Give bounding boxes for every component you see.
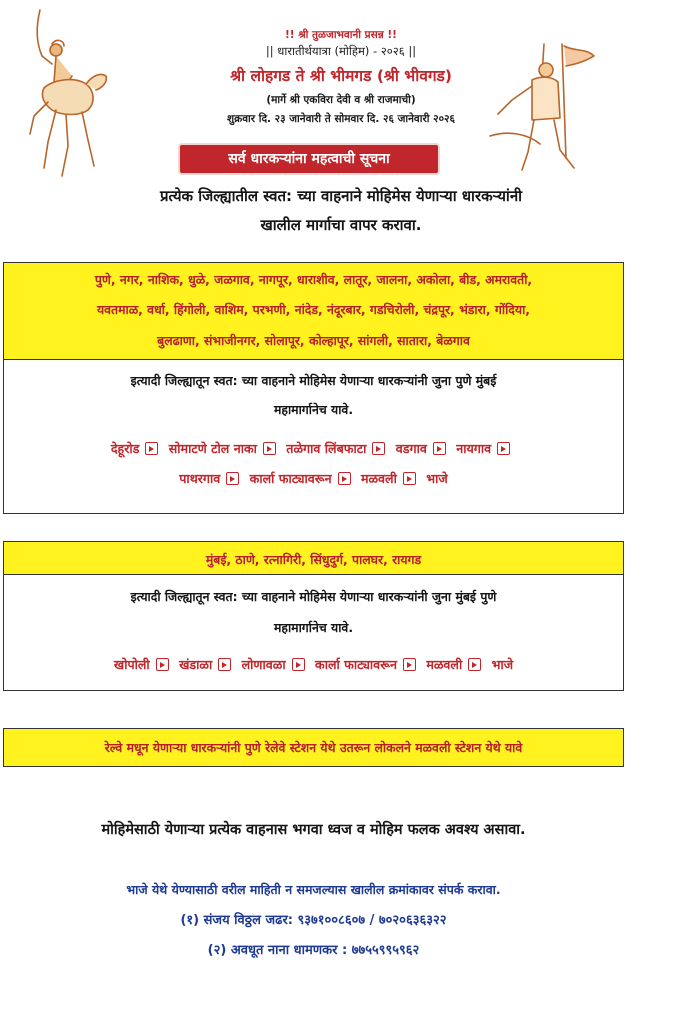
rail-note: रेल्वे मधून येणाऱ्या धारकऱ्यांनी पुणे रेलेवे स्टेशन येथे उतरून लोकलने मळवली स्टेशन येथे यावे — [104, 740, 523, 755]
contact-1: (१) संजय विठ्ठल जढर: ९३७१००८६०७ / ७०२०६३६३२२ — [180, 913, 447, 928]
group2-box — [3, 541, 624, 691]
intro-line-2: खालील मार्गाचा वापर करावा. — [260, 216, 422, 234]
arrow-right-icon — [403, 472, 416, 485]
district-line-2: यवतमाळ, वर्धा, हिंगोली, वाशिम, परभणी, नांदेड, नंदूरबार, गडचिरोली, चंद्रपूर, भंडारा, गोंदिया, — [96, 302, 530, 317]
route-stop: भाजे — [491, 657, 514, 672]
notice-banner: सर्व धारकऱ्यांना महत्वाची सूचना — [180, 145, 438, 173]
arrow-right-icon — [433, 442, 446, 455]
blessing-line: !! श्री तुळजाभवानी प्रसन्न !! — [285, 29, 397, 41]
route-stop: खंडाळा — [179, 657, 213, 672]
group2-instruction-2: महामार्गानेच यावे. — [273, 620, 354, 635]
route-stop: पाथरगाव — [179, 471, 221, 486]
intro-line-1: प्रत्येक जिल्ह्यातील स्वत: च्या वाहनाने मोहिमेस येणाऱ्या धारकऱ्यांनी — [159, 187, 523, 205]
group1-route-row-2 — [4, 470, 623, 487]
arrow-right-icon — [145, 442, 158, 455]
arrow-right-icon — [218, 658, 231, 671]
group2-route-row — [4, 656, 623, 673]
group2-districts: मुंबई, ठाणे, रत्नागिरी, सिंधुदुर्ग, पालघर, रायगड — [205, 552, 422, 567]
arrow-right-icon — [497, 442, 510, 455]
group2-district-list — [4, 542, 623, 575]
route-stop: नायगाव — [456, 441, 492, 456]
route-stop: लोणावळा — [241, 657, 286, 672]
district-line-3: बुलढाणा, संभाजीनगर, सोलापूर, कोल्हापूर, सांगली, सातारा, बेळगाव — [157, 333, 470, 348]
arrow-right-icon — [338, 472, 351, 485]
page-title: श्री लोहगड ते श्री भीमगड (श्री भीवगड) — [230, 67, 452, 85]
group1-route-row-1 — [4, 440, 623, 457]
yatra-line: || धारातीर्थयात्रा (मोहिम) - २०२६ || — [265, 44, 417, 58]
district-line-1: पुणे, नगर, नाशिक, धुळे, जळगाव, नागपूर, धाराशीव, लातूर, जालना, अकोला, बीड, अमरावती, — [94, 272, 533, 287]
dates-line: शुक्रवार दि. २३ जानेवारी ते सोमवार दि. २६ जानेवारी २०२६ — [227, 113, 455, 125]
rail-note-box — [3, 728, 624, 767]
arrow-right-icon — [372, 442, 385, 455]
arrow-right-icon — [263, 442, 276, 455]
group2-instruction-1: इत्यादी जिल्ह्यातून स्वत: च्या वाहनाने मोहिमेस येणाऱ्या धारकऱ्यांनी जुना मुंबई पुणे — [130, 589, 497, 604]
route-stop: खोपोली — [113, 657, 150, 672]
arrow-right-icon — [226, 472, 239, 485]
arrow-right-icon — [292, 658, 305, 671]
arrow-right-icon — [468, 658, 481, 671]
group1-instruction-2: महामार्गानेच यावे. — [273, 402, 354, 417]
route-stop: भाजे — [426, 471, 448, 486]
contact-intro: भाजे येथे येण्यासाठी वरील माहिती न समजल्यास खालील क्रमांकावर संपर्क करावा. — [126, 882, 501, 897]
route-stop: कार्ला फाट्यावरून — [315, 657, 397, 672]
route-stop: सोमाटणे टोल नाका — [168, 441, 257, 456]
group1-instruction-1: इत्यादी जिल्ह्यातून स्वत: च्या वाहनाने मोहिमेस येणाऱ्या धारकऱ्यांनी जुना पुणे मुंबई — [130, 373, 497, 388]
warrior-with-flag-illustration — [488, 40, 600, 175]
contact-2: (२) अवधूत नाना धामणकर : ७७५५९९५९६२ — [207, 943, 420, 958]
arrow-right-icon — [156, 658, 169, 671]
route-stop: मळवली — [426, 657, 463, 672]
arrow-right-icon — [403, 658, 416, 671]
group1-district-list — [4, 263, 623, 360]
route-stop: वडगाव — [395, 441, 427, 456]
route-stop: तळेगाव लिंबफाटा — [286, 441, 367, 456]
route-stop: मळवली — [360, 471, 397, 486]
route-stop: कार्ला फाट्यावरून — [249, 471, 332, 486]
group1-box — [3, 262, 624, 514]
route-stop: देहूरोड — [110, 441, 140, 456]
flag-note: मोहिमेसाठी येणाऱ्या प्रत्येक वाहनास भगवा ध्वज व मोहिम फलक अवश्य असावा. — [101, 822, 526, 838]
route-via-line: (मार्गे श्री एकविरा देवी व श्री राजमाची) — [266, 94, 416, 106]
